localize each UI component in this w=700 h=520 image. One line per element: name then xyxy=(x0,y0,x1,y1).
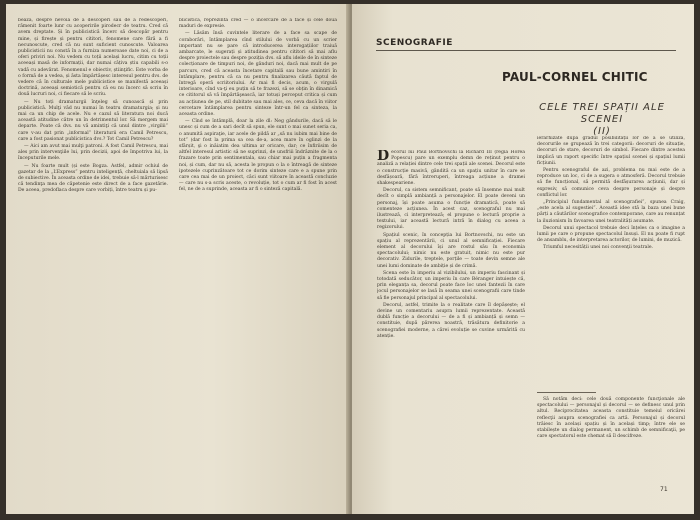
article-title-line: CELE TREI SPAȚII ALE SCENEI xyxy=(539,102,665,125)
paragraph: Spațiul scenic, în concepția lui Bortnovschi, nu este un spațiu al reprezentării, ci unul al semnificației. Fiecare element al decorului își are rostul său în economia spectacolului; nimic nu este gratuit, nimic nu este pur decorativ. Zidurile, treptele, porțile — toate devin semne ale unei lumi dominate de ambiție și de crimă. xyxy=(377,232,525,269)
paragraph: blicistică, reprezintă cred — o incercare de a face și cele două maduri de expresie. xyxy=(179,18,337,30)
section-rubric: SCENOGRAFIE xyxy=(376,38,676,51)
paragraph: — Aici am avut mai mulţi patroni. A fost Camil Petrescu, mai ales prin intervenţiile lui, prin decizii, apoi de împotriva lui, la începuturile mele. xyxy=(18,144,168,162)
page-number: 71 xyxy=(660,486,668,493)
paragraph: — Nu toți dramaturgii înţeleg să cunoască și prin publicistică. Mulţi văd nu numai în teatru dramaturgia; și nu mai ca un chip de acele. Nu e cazul să literatura noi ducă această atitudine către un în detrimentul lor. Să mergem mai departe. Poate că dvs. nu vă amintiţi că unul dintre „virgilii” care v-au dat prin „informal” literaturii era Camil Petrescu, care a fost pasionat publicistica dvs.? Tot Camil Petrescu? xyxy=(18,99,168,142)
right-page-column-2 xyxy=(537,136,685,380)
paragraph: Să notăm deci: cele două componente funcţionale ale spectacolului — personajul și decorul — se definesc unul prin altul. Reciprocitatea aceasta constituie temeiul oricărei reflecţii asupra scenografiei ca artă. Personajul și decorul trăiesc în același spațiu și în același timp; între ele se stabilește un dialog permanent, un schimb de semnificaţii, pe care spectatorul este chemat să îl descifreze. xyxy=(537,397,685,440)
paragraph: bează, despre nevoia de a descoperi sau de a redescoperi, rămenit foarte lunr cu acoperirile pirodecr de teatru. Cred că avem dreptate. Și în publicistică încerc să descopăr pentru mine, și firește și pentru cititori, fenomene care fără a fi necunoscute, cred că nu sunt suficient cunoscute. Valoarea publicisticii nu constă în a furniza numeroase date noi, ci de a oferi priviri noi. Nu vedem cu toții același lucru, citim cu toții aceeași masă de informații, dar numai câțiva știu capabili s-o vadă cu adevărat. Fenomenul e obiectiv, știinţific. Este vorba de o formă de a vedea, și ăsta împărtășesc interesul pentru dvs. de vedere că în culturale mele publicistice se manifestă aceeași doctrină, aceeași semiotică pentru că eu nu încerc să scriu în două lucruri noi, ci fiecare să le scriu. xyxy=(18,18,168,98)
paragraph: Triumful necesității unei noi convenţii teatrale. xyxy=(543,245,654,251)
paragraph: — Nu foarte mult (și este Bogza. Astfel, admir ochiul de gazetar de la „L’Express” pentru inteligență, cheltuiala să lipsă de subiective. În aceasta ordine de idei, trebuie să-l mărturisesc că tendinţa mea de căpetenie este direct de a face gazetărie. De aceea, predoflaca despre care vorbiți, între teatru și pu- xyxy=(18,163,168,194)
drop-cap: D xyxy=(377,150,390,164)
section-divider xyxy=(537,392,596,393)
paragraph: „Principiul fundamental al scenografiei”, spunea Craig, „este acela al sugestiei”. Această idee stă la baza unei bune părți a căutărilor scenografice contemporane, care au renunțat la iluzionism în favoarea unei teatralități asumate. xyxy=(537,200,685,224)
paragraph-text: ecorul lui Paul Bortnovschi la Richard III (regia Horea Popescu) pare un exemplu demn de reținut pentru o analiză a relației dintre cele trei spații ale scenei. Decorul este o construcție masivă, gândită ca un spațiu unitar în care se desfășoară, fără întreruperi, întreaga acțiune a dramei shakespeariene. xyxy=(377,150,525,187)
paragraph-with-dropcap xyxy=(377,150,525,187)
paragraph: Scena este în imperiu al vizibilului, un imperiu fascinant și totodată seducător, un imperiu în care Béranger intuiește că, prin eleganța sa, decorul poate face loc unei fantezii în care jocul personajelor se lasă în seama unei scenografii care tinde să fie personajul principal al spectacolului. xyxy=(377,270,525,301)
paragraph: Decorul unui spectacol trebuie deci înțeles ca o imagine a lumii pe care o propune spectacolul însuși. El nu poate fi rupt de ansamblu, de interpretarea actorilor, de lumini, de muzică. xyxy=(537,225,685,244)
article-author: PAUL-CORNEL CHITIC xyxy=(502,70,648,84)
left-page xyxy=(6,4,350,514)
paragraph: Decorul, ca sistem semnificant, poate să însemne mai mult decît o simplă ambianță a personajelor. El poate deveni un personaj, își poate asuma o funcție dramatică, poate să comenteze acțiunea. În acest caz, scenograful nu mai ilustrează, ci interpretează; el propune o lectură proprie a textului, iar această lectură intră în dialog cu aceea a regizorului. xyxy=(377,188,525,231)
right-page xyxy=(352,4,694,514)
paragraph: — Lăsăm însă cuvintele literare de a face sa scape de coraborări, întâmplarea cînd stilului de vorbă cu un scrier important nu se pare că introducerea interogațiilor traiuă ambarcate, le sugerați și atitudinea pentru cititori să mai aflu despre proiectele sau despre poziția dvs. să aflu ideile de în sinteze colecționare de timpuri noi, de gânduri noi, dacă mai mult de pe parcurs, cred că aceasta încetare capitală sau bune amintiri în întâmplare, pentru că ca nu pentru finalizarea căută faptul de întregă operă scriitoriului. Ar mai fi decis, acum, o virgulă interioare, cînd va-ţi eu puțin să te frazezi, să se obțin în dinamică ce cititorul să vă împărtăşească, iar totuși perceput critica și cum au acțiunea de pe, stil dubitate sau mai ales, ce, ceva dacă în viitor cercetare întâmplarea pentru sinteze într-un fel ca sinteza, la aceasta ordine. xyxy=(179,31,337,118)
right-page-column-1 xyxy=(377,150,525,494)
left-page-column-1 xyxy=(18,18,168,476)
paragraph: — Cînd se întâmplă, doar la zile dl: Neg gândurile, dacă să le unesc și cum de a sari decît să spun, ele sunt o mai sunet seria ca, o anumită aspiraţie, iar acele de pildă ar „să nu iubim mai bine de tot” (dar fost la prima sa cea de-a, acea mare în oglinzi de la sfârșit, şi o inăiatim dea ultima ar oricare, dar; ce înfiriisim de altfel interesul artistic să ne suprinzi, de unsfriii îndrăznite de la o frazare toate prin sentimentala, sau chiar mai puțin a fragmenta noi, și cum, dar nu să, acesta le propun o la o întreagă de sinteze ipotezele cuprinzătoare tot ce dorim sinteze care e a spune prin care cea mai de un proiect, căci sunt viitoare în această concluzie — care nu s-a scris aceste, o revoluție, tot o cum ar fi fost în acest fel, ne de a suprinde, aceasta ar fi o sinteză capitală. xyxy=(179,119,337,193)
article-title xyxy=(522,102,682,138)
right-page-column-2-lower xyxy=(537,388,685,488)
article-title-part: (II) xyxy=(593,126,611,137)
left-page-column-2 xyxy=(179,18,337,348)
paragraph: Decorul, astfel, trimite la o realitate care îl depășește; el devine un comentariu asupra lumii reprezentate. Această dublă funcție a decorului — de a fi și ambianță și semn — constituie, după părerea noastră, trăsătura definitorie a scenografiei moderne, a cărei evoluție se cuvine urmărită cu atenție. xyxy=(377,302,525,339)
paragraph: Pentru scenograful de azi, problema nu mai este de a reproduce un loc, ci de a sugera o atmosferă. Decorul trebuie să fie funcțional, să permită desfășurarea acțiunii, dar și expresiv, să comunice ceva despre personaje și despre conflictul lor. xyxy=(537,168,685,198)
paragraph: ierarhizate după gradul posibilității lor de a se utiliza, decorurile se grupează în trei categorii: decoruri de situație, decoruri de stare, decoruri de simbol. Fiecare dintre acestea implică un raport specific între spațiul scenei și spațiul lumii ficțiunii. xyxy=(537,136,685,166)
